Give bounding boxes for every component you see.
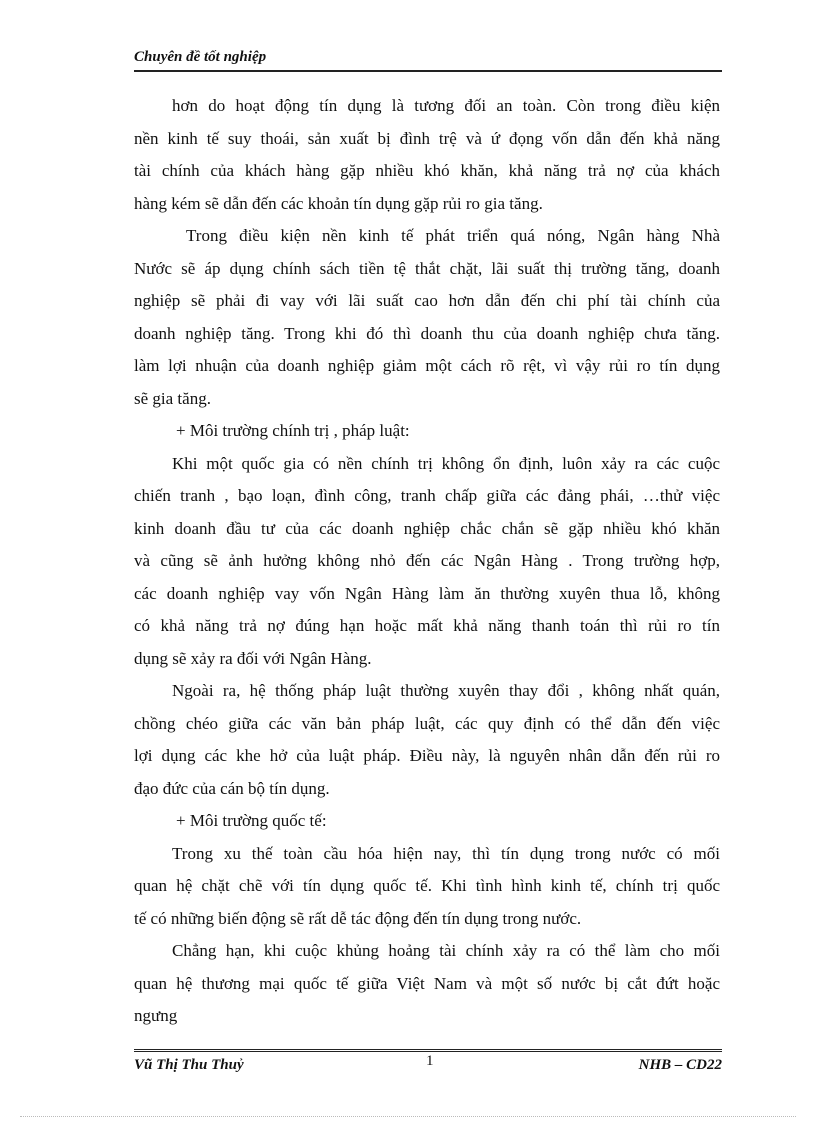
section-heading-political <box>134 415 720 448</box>
text-line: Ngoài ra, hệ thống pháp luật thường xuyên thay đổi , không nhất quán, <box>172 681 720 700</box>
paragraph-0 <box>134 90 720 220</box>
text-line: quan hệ thương mại quốc tế giữa Việt Nam và một số nước bị cắt đứt hoặc <box>134 973 720 993</box>
text-line: + Môi trường quốc tế: <box>176 811 327 830</box>
paragraph-4 <box>134 675 720 805</box>
text-line: tài chính của khách hàng gặp nhiều khó khăn, khả năng trả nợ của khách <box>134 161 720 180</box>
document-body <box>134 90 720 1033</box>
text-line: + Môi trường chính trị , pháp luật: <box>176 421 410 440</box>
text-line: nghiệp sẽ phải đi vay với lãi suất cao hơn dẫn đến chi phí tài chính của <box>134 291 720 310</box>
text-line: có khả năng trả nợ đúng hạn hoặc mất khả năng thanh toán thì rủi ro tín <box>134 616 720 635</box>
section-heading-international <box>134 805 720 838</box>
page-bottom-divider <box>20 1116 796 1117</box>
text-line: Khi một quốc gia có nền chính trị không ổn định, luôn xảy ra các cuộc <box>172 453 720 473</box>
text-line: làm lợi nhuận của doanh nghiệp giảm một cách rõ rệt, vì vậy rủi ro tín dụng <box>134 356 720 375</box>
page-number: 1 <box>426 1053 434 1069</box>
header-title: Chuyên đề tốt nghiệp <box>134 49 267 65</box>
footer-author: Vũ Thị Thu Thuỷ <box>134 1057 244 1073</box>
page-header <box>134 48 722 72</box>
text-line: quan hệ chặt chẽ với tín dụng quốc tế. Khi tình hình kinh tế, chính trị quốc <box>134 876 720 895</box>
text-line: chồng chéo giữa các văn bản pháp luật, các quy định có thể dẫn đến việc <box>134 713 720 733</box>
text-line: tế có những biến động sẽ rất dễ tác động đến tín dụng trong nước. <box>134 908 582 928</box>
text-line: sẽ gia tăng. <box>134 388 211 408</box>
text-line: chiến tranh , bạo loạn, đình công, tranh chấp giữa các đảng phái, …thử việc <box>134 486 720 505</box>
text-line: các doanh nghiệp vay vốn Ngân Hàng làm ăn thường xuyên thua lỗ, không <box>134 583 720 603</box>
text-line: doanh nghiệp tăng. Trong khi đó thì doanh thu của doanh nghiệp chưa tăng. <box>134 323 720 343</box>
text-line: Trong điều kiện nền kinh tế phát triển quá nóng, Ngân hàng Nhà <box>186 226 720 245</box>
paragraph-7 <box>134 935 720 1033</box>
text-line: hàng kém sẽ dẫn đến các khoản tín dụng gặp rủi ro gia tăng. <box>134 193 543 213</box>
text-line: kinh doanh đầu tư của các doanh nghiệp chắc chắn sẽ gặp nhiều khó khăn <box>134 518 720 538</box>
text-line: nền kinh tế suy thoái, sản xuất bị đình trệ và ứ đọng vốn dẫn đến khả năng <box>134 128 720 148</box>
text-line: Chẳng hạn, khi cuộc khủng hoảng tài chính xảy ra có thể làm cho mối <box>172 941 720 960</box>
paragraph-6 <box>134 838 720 936</box>
text-line: đạo đức của cán bộ tín dụng. <box>134 778 330 798</box>
page-footer <box>134 1049 722 1079</box>
text-line: lợi dụng các khe hở của luật pháp. Điều này, là nguyên nhân dẫn đến rủi ro <box>134 746 720 765</box>
text-line: dụng sẽ xảy ra đối với Ngân Hàng. <box>134 648 372 668</box>
text-line: hơn do hoạt động tín dụng là tương đối an toàn. Còn trong điều kiện <box>172 96 720 115</box>
paragraph-3 <box>134 448 720 676</box>
text-line: Nước sẽ áp dụng chính sách tiền tệ thắt chặt, lãi suất thị trường tăng, doanh <box>134 258 720 278</box>
paragraph-1 <box>134 220 720 415</box>
text-line: Trong xu thế toàn cầu hóa hiện nay, thì tín dụng trong nước có mối <box>172 843 720 863</box>
footer-code: NHB – CD22 <box>638 1057 722 1073</box>
text-line: và cũng sẽ ảnh hưởng không nhỏ đến các Ngân Hàng . Trong trường hợp, <box>134 551 720 570</box>
footer-rule <box>134 1049 722 1052</box>
text-line: ngưng <box>134 1006 178 1025</box>
